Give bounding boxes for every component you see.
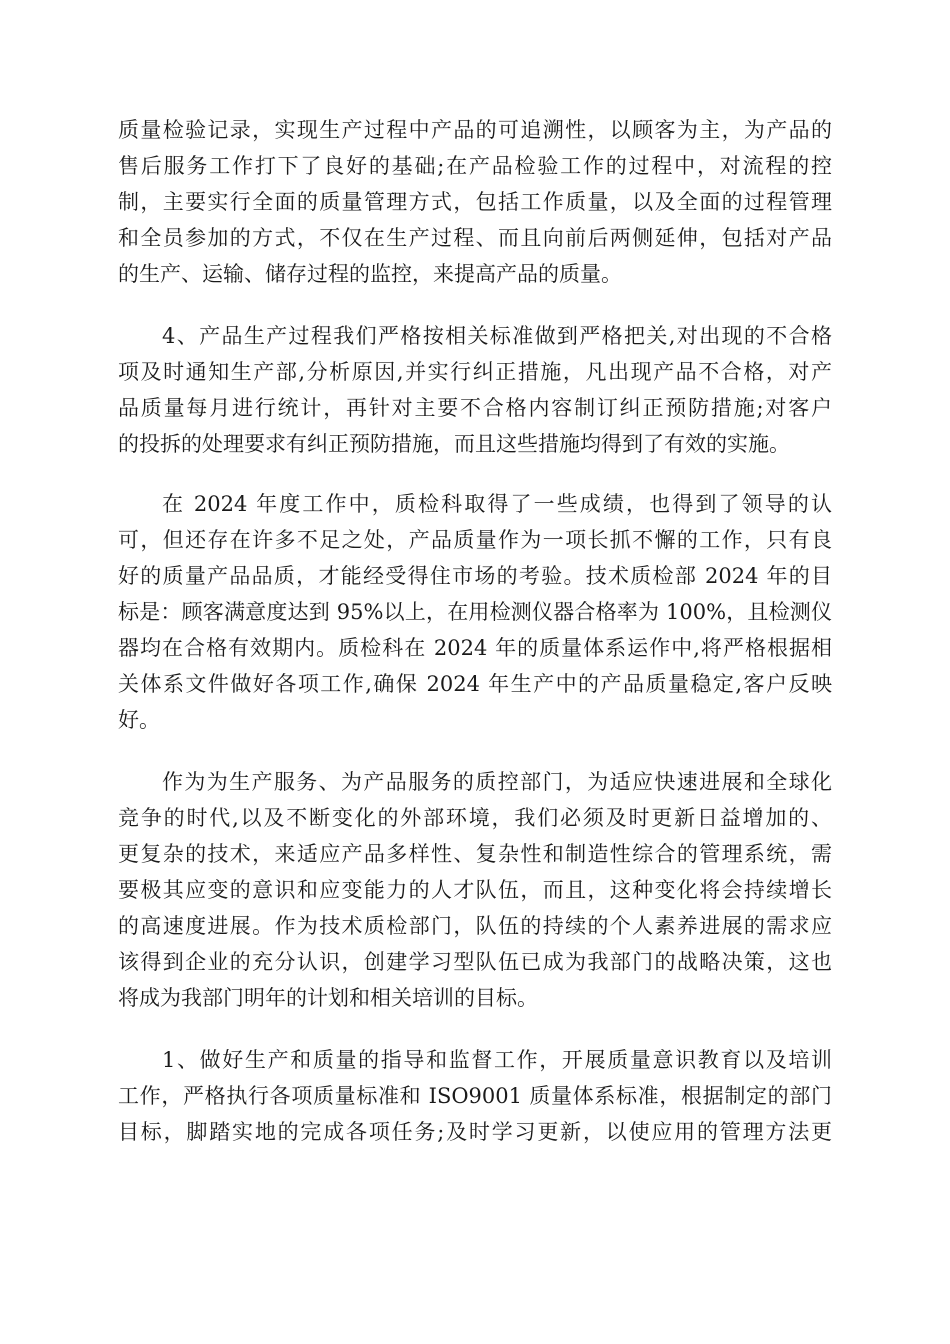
text-line: 好。 [118,708,160,732]
text-line: 制，主要实行全面的质量管理方式，包括工作质量，以及全面的过程管理 [118,190,832,214]
text-line: 1、做好生产和质量的指导和监督工作，开展质量意识教育以及培训 [162,1048,832,1072]
text-line: 竞争的时代,以及不断变化的外部环境，我们必须及时更新日益增加的、 [118,806,832,830]
text-line: 将成为我部门明年的计划和相关培训的目标。 [118,986,538,1010]
text-line: 品质量每月进行统计，再针对主要不合格内容制订纠正预防措施;对客户 [118,396,832,420]
text-line: 的高速度进展。作为技术质检部门，队伍的持续的个人素养进展的需求应 [118,914,832,938]
text-line: 该得到企业的充分认识，创建学习型队伍已成为我部门的战略决策，这也 [118,950,832,974]
text-line: 4、产品生产过程我们严格按相关标准做到严格把关,对出现的不合格 [162,324,832,348]
text-line: 的生产、运输、储存过程的监控，来提高产品的质量。 [118,262,622,286]
text-line: 要极其应变的意识和应变能力的人才队伍，而且，这种变化将会持续增长 [118,878,832,902]
text-line: 目标，脚踏实地的完成各项任务;及时学习更新，以使应用的管理方法更 [118,1120,832,1144]
text-line: 在 2024 年度工作中，质检科取得了一些成绩，也得到了领导的认 [162,492,832,516]
text-line: 售后服务工作打下了良好的基础;在产品检验工作的过程中，对流程的控 [118,154,832,178]
text-line: 的投拆的处理要求有纠正预防措施，而且这些措施均得到了有效的实施。 [118,432,790,456]
text-line: 关体系文件做好各项工作,确保 2024 年生产中的产品质量稳定,客户反映 [118,672,832,696]
text-line: 好的质量产品品质，才能经受得住市场的考验。技术质检部 2024 年的目 [118,564,832,588]
text-line: 质量检验记录，实现生产过程中产品的可追溯性，以顾客为主，为产品的 [118,118,832,142]
text-line: 器均在合格有效期内。质检科在 2024 年的质量体系运作中,将严格根据相 [118,636,832,660]
text-line: 工作，严格执行各项质量标准和 ISO9001 质量体系标准，根据制定的部门 [118,1084,832,1108]
text-line: 项及时通知生产部,分析原因,并实行纠正措施，凡出现产品不合格，对产 [118,360,832,384]
text-line: 标是：顾客满意度达到 95%以上，在用检测仪器合格率为 100%，且检测仪 [118,600,832,624]
text-line: 更复杂的技术，来适应产品多样性、复杂性和制造性综合的管理系统，需 [118,842,832,866]
text-line: 可，但还存在许多不足之处，产品质量作为一项长抓不懈的工作，只有良 [118,528,832,552]
text-line: 作为为生产服务、为产品服务的质控部门，为适应快速进展和全球化 [162,770,832,794]
text-line: 和全员参加的方式，不仅在生产过程、而且向前后两侧延伸，包括对产品 [118,226,832,250]
